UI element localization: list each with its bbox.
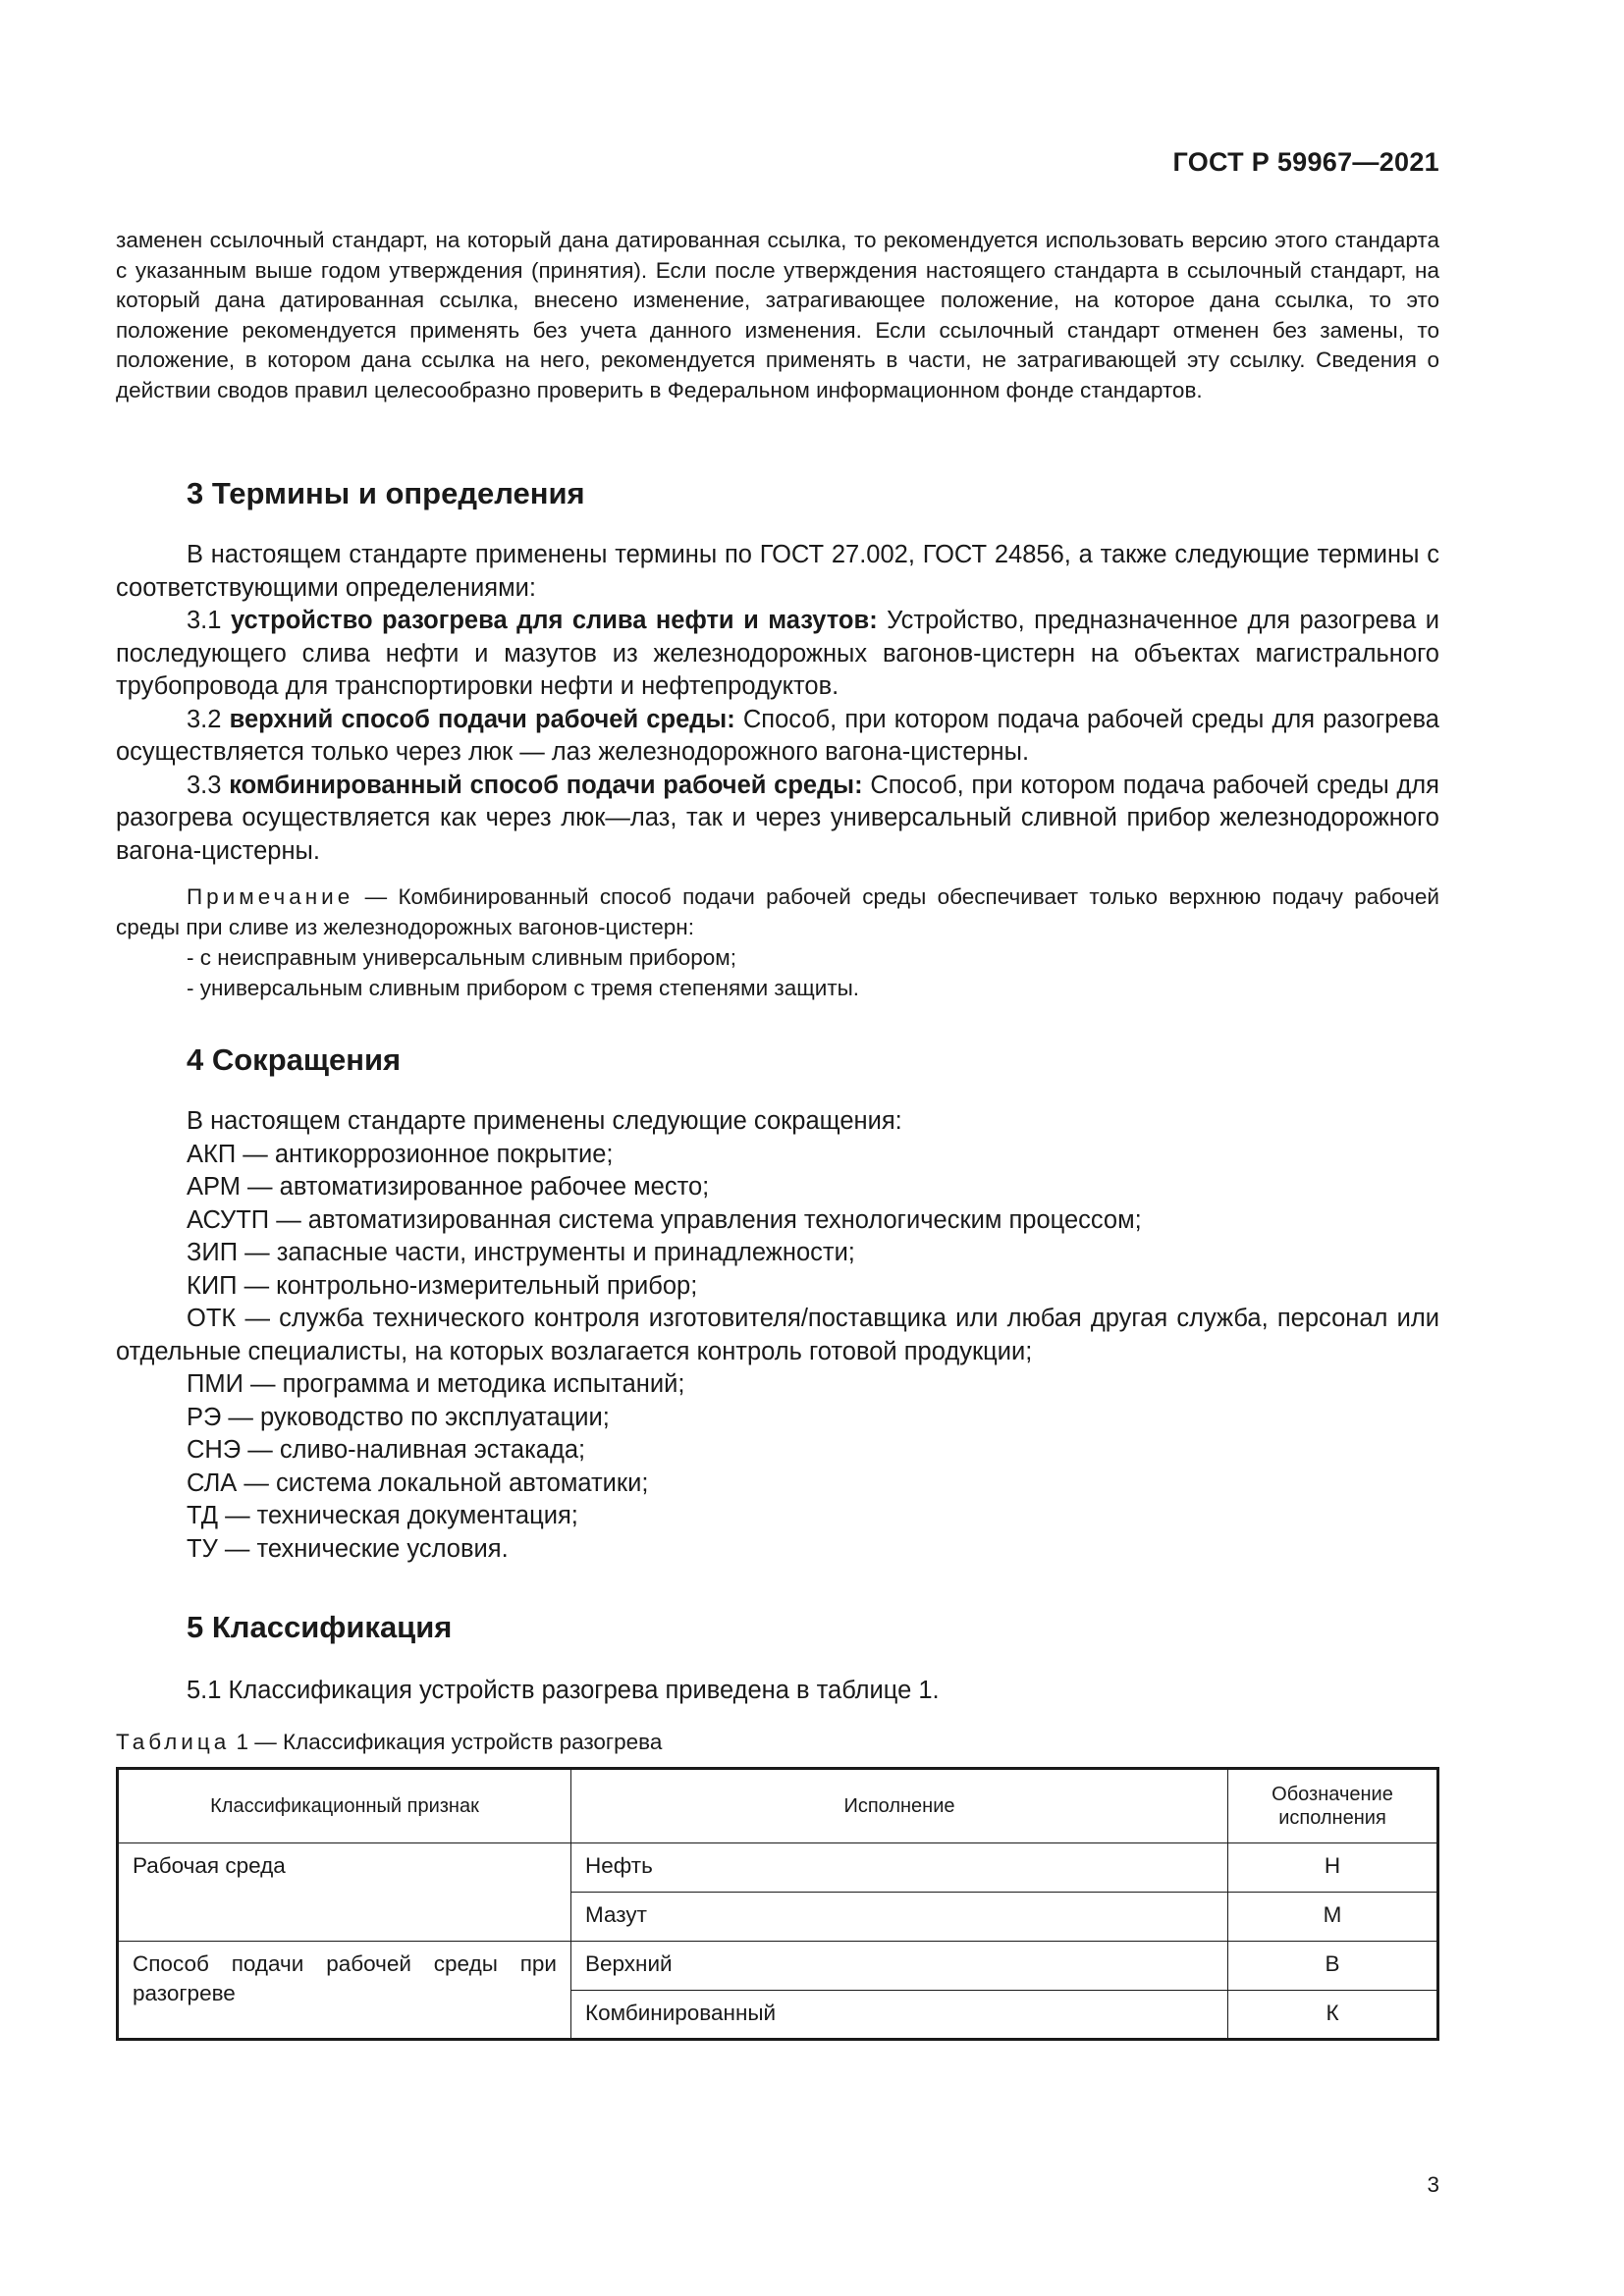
terms-body [116,539,1439,868]
table-cell-variant: Мазут [571,1892,1228,1941]
table-cell-variant: Нефть [571,1842,1228,1892]
term-definition: Устройство, предназначенное для разогрева и последующего слива нефти и мазутов из железнодорожных вагонов-цистерн на объектах магистрального трубопровода для транспортировки нефти и нефтепродуктов. [116,607,1439,700]
section-title: 4 Сокращения [187,1042,402,1077]
term-name: устройство разогрева для слива нефти и мазутов: [230,607,878,634]
table-cell-code: К [1228,1990,1438,2039]
section-classification [116,1610,1439,2041]
abbreviations-lead: В настоящем стандарте применены следующие сокращения: [187,1107,902,1135]
abbreviation-item: КИП — контрольно-измерительный прибор; [187,1271,698,1300]
term-definition: Способ, при котором подача рабочей среды для разогрева осуществляется как через люк—лаз, так и через универсальный сливной прибор железнодорожного вагона-цистерны. [116,771,1439,865]
table-cell-code: М [1228,1892,1438,1941]
term-name: комбинированный способ подачи рабочей среды: [229,771,863,799]
table-row [118,1842,1438,1892]
table-header-cell: Обозначение исполнения [1228,1768,1438,1842]
intro-text: заменен ссылочный стандарт, на который дана датированная ссылка, то рекомендуется использовать версию этого стандарта с указанным выше годом утверждения (принятия). Если после утверждения настоящего стандарта в ссылочный стандарт, на который дана датированная ссылка, внесено изменение, затрагивающее положение, на которое дана ссылка, то это положение рекомендуется применять без учета данного изменения. Если ссылочный стандарт отменен без замены, то положение, в котором дана ссылка на него, рекомендуется применять в части, не затрагивающей эту ссылку. Сведения о действии сводов правил целесообразно проверить в Федеральном информационном фонде стандартов. [116,228,1439,402]
table-header-cell: Исполнение [571,1768,1228,1842]
classification-body [116,1675,1439,1708]
table-header-cell: Классификационный признак [118,1768,571,1842]
section-terms [116,476,1439,1003]
term-item: 3.1 устройство разогрева для слива нефти и мазутов: Устройство, предназначенное для разогрева и последующего слива нефти и мазутов из железнодорожных вагонов-цистерн на объектах магистрального трубопровода для транспортировки нефти и нефтепродуктов. [116,607,1439,700]
table-cell-variant: Комбинированный [571,1990,1228,2039]
term-item: 3.2 верхний способ подачи рабочей среды: Способ, при котором подача рабочей среды для разогрева осуществляется только через люк — лаз железнодорожного вагона-цистерны. [116,705,1439,766]
table-cell-variant: Верхний [571,1941,1228,1990]
abbreviation-item: ПМИ — программа и методика испытаний; [187,1370,685,1398]
page-number: 3 [1427,2172,1439,2197]
terms-lead: В настоящем стандарте применены термины по ГОСТ 27.002, ГОСТ 24856, а также следующие термины с соответствующими определениями: [116,541,1439,602]
abbreviation-item: АСУТП — автоматизированная система управления технологическим процессом; [187,1205,1142,1234]
table-cell-code: В [1228,1941,1438,1990]
table-header-row [118,1768,1438,1842]
abbreviation-item: СНЭ — сливо-наливная эстакада; [187,1436,586,1464]
abbreviation-item: АКП — антикоррозионное покрытие; [187,1140,614,1168]
document-code: ГОСТ Р 59967—2021 [1172,147,1439,177]
table-cell-feature: Способ подачи рабочей среды при разогреве [118,1941,571,2039]
abbreviation-item: ТД — техническая документация; [187,1502,578,1529]
abbreviation-list [116,1105,1439,1566]
term-item: 3.3 комбинированный способ подачи рабочей среды: Способ, при котором подача рабочей среды для разогрева осуществляется как через люк—лаз, так и через универсальный сливной прибор железнодорожного вагона-цистерны. [116,771,1439,865]
term-definition: Способ, при котором подача рабочей среды для разогрева осуществляется только через люк — лаз железнодорожного вагона-цистерны. [116,705,1439,766]
table-caption: Таблица 1 — Классификация устройств разогрева [116,1729,663,1754]
abbreviation-item: СЛА — система локальной автоматики; [187,1468,649,1497]
classification-text: 5.1 Классификация устройств разогрева приведена в таблице 1. [187,1677,940,1704]
table-row [118,1941,1438,1990]
classification-table [116,1767,1439,2041]
table-cell-code: Н [1228,1842,1438,1892]
table-label: Таблица [116,1729,231,1754]
note-block [116,881,1439,1003]
section-title: 3 Термины и определения [187,476,585,510]
note-list-item: - с неисправным универсальным сливным прибором; [187,945,737,970]
abbreviation-item: АРМ — автоматизированное рабочее место; [187,1173,710,1201]
table-cell-feature: Рабочая среда [118,1842,571,1941]
note-text: Примечание — Комбинированный способ подачи рабочей среды обеспечивает только верхнюю подачу рабочей среды при сливе из железнодорожных вагонов-цистерн: [116,884,1439,939]
note-list-item: - универсальным сливным прибором с тремя степенями защиты. [187,976,860,1000]
abbreviation-item: ОТК — служба технического контроля изготовителя/поставщика или любая другая служба, персонал или отдельные специалисты, на которых возлагается контроль готовой продукции; [116,1305,1439,1365]
note-label: Примечание [187,884,354,909]
term-name: верхний способ подачи рабочей среды: [229,705,735,733]
abbreviation-item: РЭ — руководство по эксплуатации; [187,1403,610,1431]
intro-paragraph [116,226,1439,405]
abbreviation-item: ЗИП — запасные части, инструменты и принадлежности; [187,1239,855,1266]
section-abbreviations [116,1042,1439,1566]
abbreviation-item: ТУ — технические условия. [187,1534,509,1563]
section-title: 5 Классификация [187,1610,453,1644]
